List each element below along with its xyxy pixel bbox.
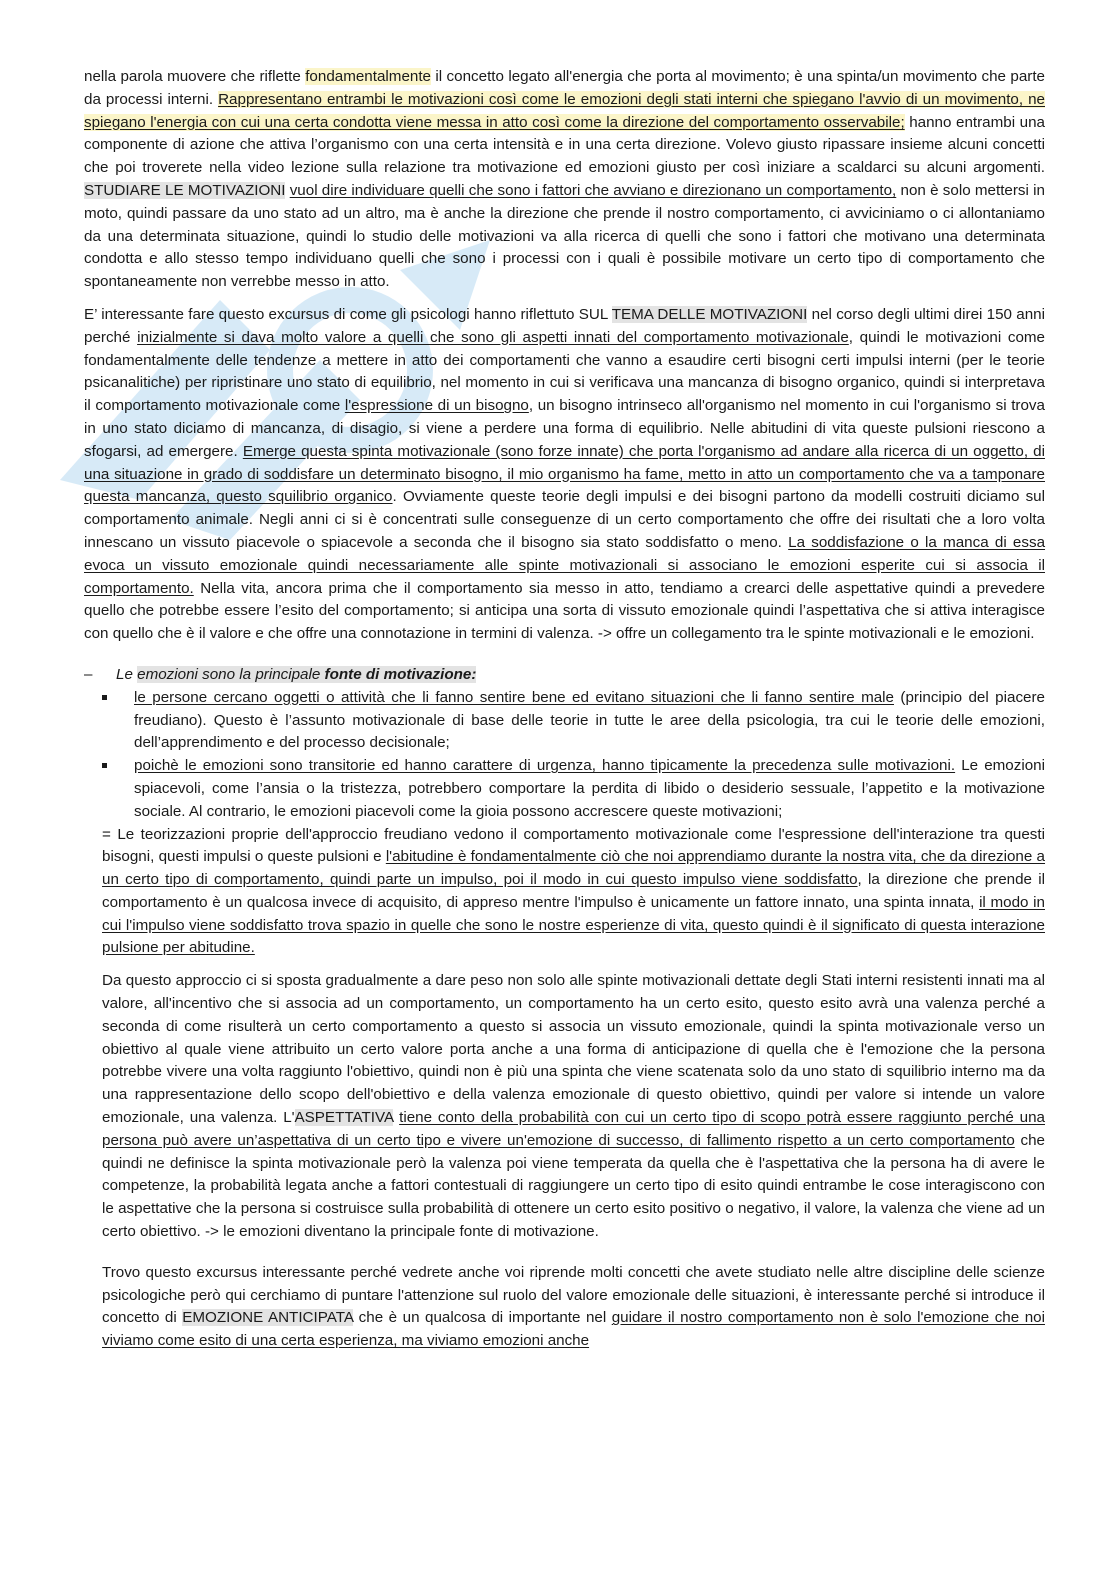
text-run: hanno entrambi una componente di azione che attiva l’organismo con una certa intensità e in una certa direzione. Volevo giusto ripassare insieme alcuni concetti che poi troverete nella video lezione sulla relazione tra motivazione ed emozioni giusto per così iniziare a scaldarci su alcuni argomenti. — [84, 113, 1045, 177]
underlined-sentence: le persone cercano oggetti o attività che li fanno sentire bene ed evitano situazioni che li fanno sentire male — [134, 688, 894, 706]
text-run: Nella vita, ancora prima che il comportamento sia messo in atto, tendiamo a crearci delle aspettative quindi a prevedere quello che potrebbe essere l’esito del comportamento; si anticipa una sorta di vissuto emozionale quindi l’aspettativa che si attiva interagisce con quello che è il valore e che offre una connotazione in termini di valenza. -> offre un collegamento tra le spinte motivazionali e le emozioni. — [84, 579, 1045, 643]
paragraph-motivation-history — [84, 304, 1045, 646]
underlined-sentence: vuol dire individuare quelli che sono i fattori che avviano e direzionano un comportamento, — [289, 181, 897, 199]
highlight-keyword: emozioni sono la principale — [137, 665, 325, 683]
paragraph-freudian — [84, 824, 1045, 961]
list-item-text — [134, 687, 1045, 755]
highlight-keyword: TEMA DELLE MOTIVAZIONI — [611, 305, 808, 323]
text-run: che è un qualcosa di importante nel — [353, 1309, 612, 1327]
text-run: (principio del piacere freudiano). Questo è l’assunto motivazionale di base delle teorie in tutte le aree della psicologia, tra cui le teorie delle emozioni, dell’apprendimento e del processo decisionale; — [134, 688, 1045, 752]
text-run: = Le teorizzazioni proprie dell'approccio freudiano vedono il comportamento motivazionale come l'espressione dell'interazione tra questi bisogni, questi impulsi o queste pulsioni e — [102, 825, 1045, 866]
underlined-sentence: l'espressione di un bisogno — [344, 397, 529, 415]
list-item-text — [134, 755, 1045, 823]
text-run: nella parola muovere che riflette — [84, 68, 306, 85]
text-run: il concetto legato all'energia che porta al movimento; è una spinta/un movimento che parte da processi interni. — [84, 68, 1045, 108]
underlined-sentence: Rappresentano entrambi le motivazioni così come le emozioni degli stati interni che spiegano l'avvio di un movimento, ne spiegano l'energia con cui una certa condotta viene messa in atto così come la direzione del comportamento osservabile; — [84, 90, 1045, 131]
highlight-keyword-bold: fonte di motivazione: — [324, 665, 477, 683]
text-run: . Ovviamente queste teorie degli impulsi e dei bisogni partono da modelli costruiti diciamo sul comportamento animale. Negli anni ci si è concentrati sulle conseguenze di un certo comportamento che offre dei risultati che a loro volta innescano un vissuto piacevole o spiacevole a seconda che il bisogno sia stato soddisfatto o meno. — [84, 488, 1046, 551]
underlined-sentence: Emerge questa spinta motivazionale (sono forze innate) che porta l'organismo ad andare alla ricerca di un oggetto, di una situazione in grado di soddisfare un determinato bisogno, il mio organismo ha fame, metto in atto un comportamento che va a tamponare questa mancanza, questo squilibrio organico — [84, 442, 1045, 506]
highlight-keyword: ASPETTATIVA — [294, 1109, 394, 1127]
underlined-sentence: il modo in cui l'impulso viene soddisfatto trova spazio in quelle che sono le nostre esperienze di vita, questo quindi è il significato di questa interazione pulsione per abitudine. — [102, 893, 1045, 957]
dash-marker: – — [84, 665, 93, 683]
underlined-sentence: guidare il nostro comportamento non è solo l'emozione che noi viviamo come esito di una certa esperienza, ma viviamo emozioni anche — [102, 1309, 1045, 1350]
text-run: , un bisogno intrinseco all'organismo nel momento in cui l'organismo si trova in uno stato diciamo di mancanza, di disagio, si viene a perdere una forma di equilibrio. Nelle abitudini di vita queste pulsioni riescono a sfogarsi, ad emergere. — [84, 397, 1045, 460]
square-bullet-icon — [84, 755, 134, 823]
text-run: nel corso degli ultimi direi 150 anni perché — [84, 305, 1045, 346]
paragraph-anticipated-emotion — [84, 1262, 1045, 1353]
highlight-keyword: EMOZIONE ANTICIPATA — [182, 1309, 354, 1327]
text-run: , la direzione che prende il comportamento è un qualcosa invece di acquisito, di appreso mentre l'impulso è unicamente un fattore innato, una spinta innata, — [102, 871, 1046, 911]
bullet-list — [84, 687, 1045, 824]
text-run: Le emozioni spiacevoli, come l’ansia o la tristezza, potrebbero comportare la perdita di libido o desiderio sessuale, l’appetito e la motivazione sociale. Al contrario, le emozioni piacevoli come la gioia possono accrescere queste motivazioni; — [134, 757, 1045, 820]
text-run: Trovo questo excursus interessante perché vedrete anche voi riprende molti concetti che avete studiato nelle altre discipline delle scienze psicologiche però qui cerchiamo di puntare l'attenzione sul ruolo del valore emozionale delle situazioni, è interessante perché si introduce il concetto di — [102, 1263, 1045, 1327]
list-item — [84, 755, 1045, 823]
section-heading — [84, 664, 1045, 687]
list-item — [84, 687, 1045, 755]
text-run: E’ interessante fare questo excursus di come gli psicologi hanno riflettuto SUL — [84, 305, 612, 323]
document-body — [84, 66, 1045, 1353]
underlined-sentence: tiene conto della probabilità con cui un certo tipo di scopo potrà essere raggiunto perché una persona può avere un’aspettativa di un certo tipo e vivere un'emozione di successo, di fallimento rispetto a un certo comportamento — [102, 1109, 1045, 1149]
text-run: Da questo approccio ci si sposta gradualmente a dare peso non solo alle spinte motivazionali dettate degli Stati interni resistenti innati ma al valore, all'incentivo che si associa ad un comportamento, un comportamento ha un certo esito, questo esito avrà una valenza perché a seconda di come risulterà un certo comportamento a questo si associa un vissuto emozionale, quindi la spinta motivazionale verso un obiettivo al quale viene attribuito un certo valore porta anche a una forma di anticipazione di quella che è l'emozione che la persona potrebbe vivere una volta raggiunto l'obiettivo, quindi non è più una spinta che viene scatenata solo da uno stato di squilibrio interno ma da una rappresentazione dello scopo dell'obiettivo e della valenza emozionale di questo obiettivo, quindi per valore si intende un valore emozionale, una valenza. L' — [102, 972, 1045, 1127]
paragraph-expectation — [84, 970, 1045, 1244]
highlight-yellow: fondamentalmente — [305, 68, 432, 85]
text-run: che quindi ne definisce la spinta motivazionale però la valenza poi viene temperata da quella che è l'aspettativa che la persona ha di avere le competenze, la probabilità legata anche a fattori contestuali di raggiungere un certo tipo di esito quindi entrambe le cose interagiscono con le aspettative che la persona si costruisce sulla probabilità di ottenere un certo esito positivo o negativo, il valore, la valenza che viene ad un certo obiettivo. -> le emozioni diventano la principale fonte di motivazione. — [102, 1131, 1045, 1241]
section-heading-text — [116, 664, 476, 687]
square-bullet-icon — [84, 687, 134, 755]
highlight-keyword: STUDIARE LE MOTIVAZIONI — [84, 181, 286, 199]
text-run: , quindi le motivazioni come fondamentalmente delle tendenze a mettere in atto dei comportamenti che vanno a esaudire certi bisogni certi impulsi interni (per le teorie psicanalitiche) per ripristinare uno stato di equilibrio, nel momento in cui si verificava una mancanza di bisogno organico, quindi si interpretava il comportamento motivazionale come — [84, 328, 1045, 415]
paragraph-motivation-intro — [84, 66, 1045, 294]
text-run: Le — [116, 665, 138, 683]
text-run: non è solo mettersi in moto, quindi passare da uno stato ad un altro, ma è anche la direzione che prende il nostro comportamento, ci avviciniamo o ci allontaniamo da una determinata situazione, quindi lo studio delle motivazioni va alla ricerca di quelli che sono i fattori che motivano una determinata condotta e allo stesso tempo individuano quelli che sono i processi con i quali è possibile motivare un certo tipo di comportamento che spontaneamente non verrebbe messo in atto. — [84, 181, 1045, 291]
underlined-sentence: inizialmente si dava molto valore a quelli che sono gli aspetti innati del comportamento motivazionale — [137, 328, 849, 346]
underlined-sentence: l'abitudine è fondamentalmente ciò che noi apprendiamo durante la nostra vita, che da direzione a un certo tipo di comportamento, quindi parte un impulso, poi il modo in cui questo impulso viene soddisfatto — [102, 848, 1046, 889]
underlined-sentence: poichè le emozioni sono transitorie ed hanno carattere di urgenza, hanno tipicamente la precedenza sulle motivazioni. — [134, 757, 956, 775]
underlined-sentence: La soddisfazione o la manca di essa evoca un vissuto emozionale quindi necessariamente alle spinte motivazionali si associano le emozioni esperite cui si associa il comportamento. — [84, 533, 1046, 597]
